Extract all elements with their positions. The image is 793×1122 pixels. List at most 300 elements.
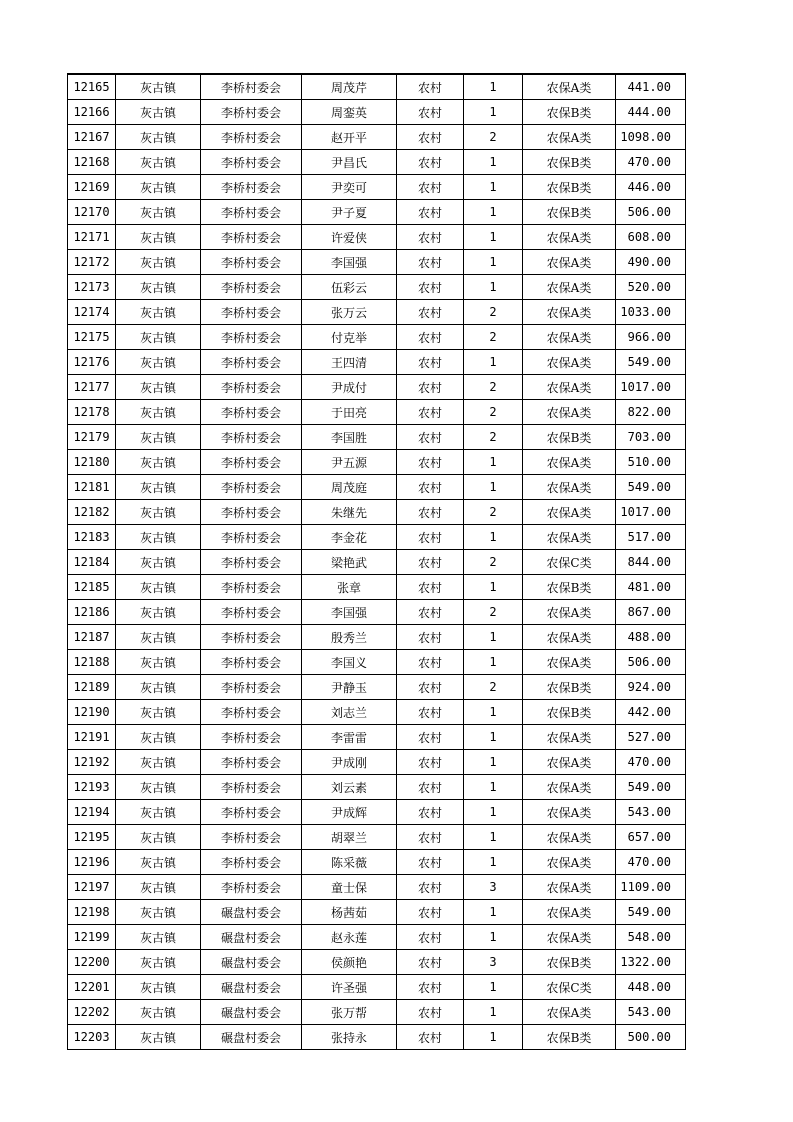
insurance-category-cell: 农保B类	[523, 200, 616, 225]
town-cell: 灰古镇	[116, 125, 201, 150]
table-row	[68, 150, 686, 175]
household-type-cell: 农村	[397, 225, 464, 250]
village-committee-cell: 李桥村委会	[201, 375, 302, 400]
table-row	[68, 400, 686, 425]
member-count-cell: 2	[464, 600, 523, 625]
household-type-cell: 农村	[397, 750, 464, 775]
table-row	[68, 100, 686, 125]
village-committee-cell: 李桥村委会	[201, 775, 302, 800]
insurance-category-cell: 农保A类	[523, 725, 616, 750]
table-row	[68, 900, 686, 925]
household-type-cell: 农村	[397, 875, 464, 900]
member-count-cell: 1	[464, 74, 523, 100]
village-committee-cell: 李桥村委会	[201, 875, 302, 900]
row-id-cell: 12201	[68, 975, 116, 1000]
village-committee-cell: 李桥村委会	[201, 650, 302, 675]
insurance-category-cell: 农保C类	[523, 975, 616, 1000]
amount-cell: 1322.00	[616, 950, 686, 975]
member-count-cell: 1	[464, 800, 523, 825]
amount-cell: 520.00	[616, 275, 686, 300]
town-cell: 灰古镇	[116, 750, 201, 775]
household-type-cell: 农村	[397, 800, 464, 825]
member-count-cell: 1	[464, 575, 523, 600]
table-row	[68, 825, 686, 850]
member-count-cell: 1	[464, 625, 523, 650]
amount-cell: 470.00	[616, 150, 686, 175]
village-committee-cell: 李桥村委会	[201, 800, 302, 825]
amount-cell: 446.00	[616, 175, 686, 200]
member-count-cell: 3	[464, 950, 523, 975]
amount-cell: 527.00	[616, 725, 686, 750]
table-row	[68, 300, 686, 325]
insurance-category-cell: 农保A类	[523, 600, 616, 625]
insurance-category-cell: 农保A类	[523, 375, 616, 400]
household-type-cell: 农村	[397, 100, 464, 125]
town-cell: 灰古镇	[116, 625, 201, 650]
member-count-cell: 3	[464, 875, 523, 900]
household-type-cell: 农村	[397, 350, 464, 375]
name-cell: 李国强	[302, 250, 397, 275]
amount-cell: 1098.00	[616, 125, 686, 150]
village-committee-cell: 李桥村委会	[201, 500, 302, 525]
row-id-cell: 12197	[68, 875, 116, 900]
name-cell: 尹子夏	[302, 200, 397, 225]
table-row	[68, 350, 686, 375]
member-count-cell: 2	[464, 325, 523, 350]
household-type-cell: 农村	[397, 150, 464, 175]
row-id-cell: 12165	[68, 74, 116, 100]
member-count-cell: 1	[464, 350, 523, 375]
amount-cell: 1109.00	[616, 875, 686, 900]
insurance-category-cell: 农保B类	[523, 700, 616, 725]
town-cell: 灰古镇	[116, 250, 201, 275]
amount-cell: 822.00	[616, 400, 686, 425]
table-row	[68, 1025, 686, 1050]
amount-cell: 481.00	[616, 575, 686, 600]
name-cell: 赵永莲	[302, 925, 397, 950]
row-id-cell: 12167	[68, 125, 116, 150]
name-cell: 胡翠兰	[302, 825, 397, 850]
name-cell: 张章	[302, 575, 397, 600]
village-committee-cell: 李桥村委会	[201, 675, 302, 700]
name-cell: 李金花	[302, 525, 397, 550]
town-cell: 灰古镇	[116, 675, 201, 700]
insurance-category-cell: 农保C类	[523, 550, 616, 575]
amount-cell: 517.00	[616, 525, 686, 550]
village-committee-cell: 李桥村委会	[201, 575, 302, 600]
table-row	[68, 675, 686, 700]
town-cell: 灰古镇	[116, 175, 201, 200]
amount-cell: 549.00	[616, 775, 686, 800]
household-type-cell: 农村	[397, 200, 464, 225]
household-type-cell: 农村	[397, 975, 464, 1000]
household-type-cell: 农村	[397, 1000, 464, 1025]
amount-cell: 444.00	[616, 100, 686, 125]
town-cell: 灰古镇	[116, 525, 201, 550]
member-count-cell: 2	[464, 675, 523, 700]
member-count-cell: 1	[464, 975, 523, 1000]
village-committee-cell: 李桥村委会	[201, 325, 302, 350]
town-cell: 灰古镇	[116, 900, 201, 925]
town-cell: 灰古镇	[116, 500, 201, 525]
household-type-cell: 农村	[397, 725, 464, 750]
village-committee-cell: 李桥村委会	[201, 425, 302, 450]
amount-cell: 488.00	[616, 625, 686, 650]
row-id-cell: 12196	[68, 850, 116, 875]
amount-cell: 510.00	[616, 450, 686, 475]
member-count-cell: 1	[464, 700, 523, 725]
insurance-category-cell: 农保A类	[523, 500, 616, 525]
amount-cell: 549.00	[616, 350, 686, 375]
household-type-cell: 农村	[397, 575, 464, 600]
household-type-cell: 农村	[397, 425, 464, 450]
household-type-cell: 农村	[397, 74, 464, 100]
name-cell: 尹奕可	[302, 175, 397, 200]
member-count-cell: 1	[464, 650, 523, 675]
row-id-cell: 12183	[68, 525, 116, 550]
household-type-cell: 农村	[397, 550, 464, 575]
town-cell: 灰古镇	[116, 975, 201, 1000]
row-id-cell: 12188	[68, 650, 116, 675]
amount-cell: 470.00	[616, 850, 686, 875]
town-cell: 灰古镇	[116, 925, 201, 950]
insurance-category-cell: 农保A类	[523, 825, 616, 850]
amount-cell: 867.00	[616, 600, 686, 625]
name-cell: 李雷雷	[302, 725, 397, 750]
name-cell: 赵开平	[302, 125, 397, 150]
household-type-cell: 农村	[397, 600, 464, 625]
row-id-cell: 12180	[68, 450, 116, 475]
name-cell: 杨茜茹	[302, 900, 397, 925]
household-type-cell: 农村	[397, 825, 464, 850]
village-committee-cell: 李桥村委会	[201, 475, 302, 500]
row-id-cell: 12181	[68, 475, 116, 500]
table-row	[68, 975, 686, 1000]
member-count-cell: 2	[464, 500, 523, 525]
town-cell: 灰古镇	[116, 475, 201, 500]
table-row	[68, 425, 686, 450]
amount-cell: 924.00	[616, 675, 686, 700]
row-id-cell: 12171	[68, 225, 116, 250]
row-id-cell: 12174	[68, 300, 116, 325]
row-id-cell: 12194	[68, 800, 116, 825]
household-type-cell: 农村	[397, 175, 464, 200]
member-count-cell: 1	[464, 1000, 523, 1025]
member-count-cell: 2	[464, 375, 523, 400]
name-cell: 尹五源	[302, 450, 397, 475]
table-row	[68, 625, 686, 650]
name-cell: 张持永	[302, 1025, 397, 1050]
town-cell: 灰古镇	[116, 575, 201, 600]
name-cell: 陈采薇	[302, 850, 397, 875]
village-committee-cell: 李桥村委会	[201, 700, 302, 725]
amount-cell: 844.00	[616, 550, 686, 575]
name-cell: 于田亮	[302, 400, 397, 425]
village-committee-cell: 李桥村委会	[201, 625, 302, 650]
village-committee-cell: 李桥村委会	[201, 825, 302, 850]
amount-cell: 470.00	[616, 750, 686, 775]
name-cell: 刘云素	[302, 775, 397, 800]
amount-cell: 1017.00	[616, 500, 686, 525]
name-cell: 尹静玉	[302, 675, 397, 700]
table-row	[68, 875, 686, 900]
insurance-category-cell: 农保B类	[523, 100, 616, 125]
row-id-cell: 12169	[68, 175, 116, 200]
amount-cell: 657.00	[616, 825, 686, 850]
member-count-cell: 2	[464, 300, 523, 325]
row-id-cell: 12175	[68, 325, 116, 350]
household-type-cell: 农村	[397, 475, 464, 500]
member-count-cell: 2	[464, 425, 523, 450]
insurance-category-cell: 农保A类	[523, 475, 616, 500]
village-committee-cell: 李桥村委会	[201, 750, 302, 775]
town-cell: 灰古镇	[116, 700, 201, 725]
member-count-cell: 1	[464, 450, 523, 475]
name-cell: 周茂芹	[302, 74, 397, 100]
village-committee-cell: 李桥村委会	[201, 600, 302, 625]
town-cell: 灰古镇	[116, 650, 201, 675]
name-cell: 周銮英	[302, 100, 397, 125]
member-count-cell: 1	[464, 275, 523, 300]
name-cell: 周茂庭	[302, 475, 397, 500]
table-row	[68, 600, 686, 625]
insurance-category-cell: 农保A类	[523, 225, 616, 250]
insurance-category-cell: 农保A类	[523, 125, 616, 150]
amount-cell: 608.00	[616, 225, 686, 250]
insurance-category-cell: 农保A类	[523, 625, 616, 650]
name-cell: 付克举	[302, 325, 397, 350]
row-id-cell: 12178	[68, 400, 116, 425]
table-row	[68, 800, 686, 825]
household-type-cell: 农村	[397, 325, 464, 350]
insurance-category-cell: 农保A类	[523, 1000, 616, 1025]
town-cell: 灰古镇	[116, 800, 201, 825]
insurance-category-cell: 农保A类	[523, 450, 616, 475]
insurance-category-cell: 农保B类	[523, 675, 616, 700]
table-row	[68, 700, 686, 725]
name-cell: 朱继先	[302, 500, 397, 525]
amount-cell: 490.00	[616, 250, 686, 275]
town-cell: 灰古镇	[116, 775, 201, 800]
name-cell: 伍彩云	[302, 275, 397, 300]
row-id-cell: 12191	[68, 725, 116, 750]
table-row	[68, 525, 686, 550]
member-count-cell: 1	[464, 150, 523, 175]
row-id-cell: 12195	[68, 825, 116, 850]
town-cell: 灰古镇	[116, 825, 201, 850]
row-id-cell: 12184	[68, 550, 116, 575]
village-committee-cell: 碾盘村委会	[201, 900, 302, 925]
village-committee-cell: 李桥村委会	[201, 150, 302, 175]
row-id-cell: 12202	[68, 1000, 116, 1025]
household-type-cell: 农村	[397, 650, 464, 675]
town-cell: 灰古镇	[116, 550, 201, 575]
table-row	[68, 375, 686, 400]
town-cell: 灰古镇	[116, 375, 201, 400]
insurance-category-cell: 农保A类	[523, 900, 616, 925]
insurance-category-cell: 农保A类	[523, 875, 616, 900]
village-committee-cell: 碾盘村委会	[201, 975, 302, 1000]
row-id-cell: 12176	[68, 350, 116, 375]
member-count-cell: 1	[464, 250, 523, 275]
member-count-cell: 2	[464, 550, 523, 575]
village-committee-cell: 碾盘村委会	[201, 950, 302, 975]
village-committee-cell: 李桥村委会	[201, 850, 302, 875]
town-cell: 灰古镇	[116, 950, 201, 975]
row-id-cell: 12200	[68, 950, 116, 975]
name-cell: 尹昌氏	[302, 150, 397, 175]
table-row	[68, 925, 686, 950]
town-cell: 灰古镇	[116, 450, 201, 475]
town-cell: 灰古镇	[116, 275, 201, 300]
name-cell: 梁艳武	[302, 550, 397, 575]
household-type-cell: 农村	[397, 850, 464, 875]
name-cell: 李国胜	[302, 425, 397, 450]
table-row	[68, 325, 686, 350]
household-type-cell: 农村	[397, 400, 464, 425]
row-id-cell: 12168	[68, 150, 116, 175]
insurance-category-cell: 农保A类	[523, 325, 616, 350]
name-cell: 尹成刚	[302, 750, 397, 775]
row-id-cell: 12198	[68, 900, 116, 925]
town-cell: 灰古镇	[116, 400, 201, 425]
member-count-cell: 1	[464, 775, 523, 800]
member-count-cell: 1	[464, 525, 523, 550]
row-id-cell: 12185	[68, 575, 116, 600]
row-id-cell: 12193	[68, 775, 116, 800]
row-id-cell: 12173	[68, 275, 116, 300]
member-count-cell: 1	[464, 175, 523, 200]
amount-cell: 500.00	[616, 1025, 686, 1050]
table-row	[68, 650, 686, 675]
table-row	[68, 950, 686, 975]
town-cell: 灰古镇	[116, 1000, 201, 1025]
row-id-cell: 12179	[68, 425, 116, 450]
name-cell: 刘志兰	[302, 700, 397, 725]
table-row	[68, 550, 686, 575]
insurance-category-cell: 农保B类	[523, 150, 616, 175]
row-id-cell: 12170	[68, 200, 116, 225]
name-cell: 张万帮	[302, 1000, 397, 1025]
table-body	[68, 74, 686, 1050]
insurance-category-cell: 农保A类	[523, 925, 616, 950]
row-id-cell: 12187	[68, 625, 116, 650]
name-cell: 李国强	[302, 600, 397, 625]
insurance-category-cell: 农保A类	[523, 525, 616, 550]
data-table	[67, 73, 686, 1050]
table-row	[68, 475, 686, 500]
table-row	[68, 750, 686, 775]
village-committee-cell: 李桥村委会	[201, 725, 302, 750]
town-cell: 灰古镇	[116, 850, 201, 875]
row-id-cell: 12182	[68, 500, 116, 525]
row-id-cell: 12186	[68, 600, 116, 625]
village-committee-cell: 李桥村委会	[201, 200, 302, 225]
insurance-category-cell: 农保A类	[523, 250, 616, 275]
town-cell: 灰古镇	[116, 150, 201, 175]
name-cell: 侯颜艳	[302, 950, 397, 975]
household-type-cell: 农村	[397, 300, 464, 325]
member-count-cell: 1	[464, 750, 523, 775]
name-cell: 王四清	[302, 350, 397, 375]
row-id-cell: 12166	[68, 100, 116, 125]
table-row	[68, 775, 686, 800]
insurance-category-cell: 农保A类	[523, 400, 616, 425]
insurance-category-cell: 农保B类	[523, 950, 616, 975]
village-committee-cell: 李桥村委会	[201, 125, 302, 150]
town-cell: 灰古镇	[116, 350, 201, 375]
village-committee-cell: 李桥村委会	[201, 225, 302, 250]
member-count-cell: 1	[464, 900, 523, 925]
name-cell: 许爱侠	[302, 225, 397, 250]
village-committee-cell: 李桥村委会	[201, 300, 302, 325]
town-cell: 灰古镇	[116, 74, 201, 100]
amount-cell: 442.00	[616, 700, 686, 725]
row-id-cell: 12190	[68, 700, 116, 725]
member-count-cell: 1	[464, 1025, 523, 1050]
household-type-cell: 农村	[397, 450, 464, 475]
town-cell: 灰古镇	[116, 875, 201, 900]
name-cell: 李国义	[302, 650, 397, 675]
household-type-cell: 农村	[397, 625, 464, 650]
amount-cell: 506.00	[616, 650, 686, 675]
village-committee-cell: 李桥村委会	[201, 400, 302, 425]
amount-cell: 703.00	[616, 425, 686, 450]
household-type-cell: 农村	[397, 525, 464, 550]
insurance-category-cell: 农保A类	[523, 800, 616, 825]
insurance-category-cell: 农保A类	[523, 850, 616, 875]
table-row	[68, 74, 686, 100]
insurance-category-cell: 农保A类	[523, 650, 616, 675]
amount-cell: 506.00	[616, 200, 686, 225]
town-cell: 灰古镇	[116, 600, 201, 625]
member-count-cell: 1	[464, 475, 523, 500]
household-type-cell: 农村	[397, 900, 464, 925]
table-row	[68, 225, 686, 250]
household-type-cell: 农村	[397, 1025, 464, 1050]
household-type-cell: 农村	[397, 775, 464, 800]
table-row	[68, 1000, 686, 1025]
household-type-cell: 农村	[397, 275, 464, 300]
village-committee-cell: 碾盘村委会	[201, 925, 302, 950]
village-committee-cell: 李桥村委会	[201, 350, 302, 375]
member-count-cell: 1	[464, 200, 523, 225]
row-id-cell: 12203	[68, 1025, 116, 1050]
insurance-category-cell: 农保A类	[523, 275, 616, 300]
household-type-cell: 农村	[397, 700, 464, 725]
village-committee-cell: 李桥村委会	[201, 525, 302, 550]
member-count-cell: 1	[464, 850, 523, 875]
village-committee-cell: 李桥村委会	[201, 250, 302, 275]
amount-cell: 543.00	[616, 800, 686, 825]
town-cell: 灰古镇	[116, 325, 201, 350]
town-cell: 灰古镇	[116, 225, 201, 250]
member-count-cell: 1	[464, 725, 523, 750]
member-count-cell: 2	[464, 400, 523, 425]
row-id-cell: 12199	[68, 925, 116, 950]
name-cell: 尹成辉	[302, 800, 397, 825]
amount-cell: 1033.00	[616, 300, 686, 325]
table-row	[68, 250, 686, 275]
amount-cell: 548.00	[616, 925, 686, 950]
row-id-cell: 12192	[68, 750, 116, 775]
name-cell: 尹成付	[302, 375, 397, 400]
village-committee-cell: 李桥村委会	[201, 175, 302, 200]
town-cell: 灰古镇	[116, 300, 201, 325]
village-committee-cell: 碾盘村委会	[201, 1025, 302, 1050]
amount-cell: 543.00	[616, 1000, 686, 1025]
town-cell: 灰古镇	[116, 725, 201, 750]
